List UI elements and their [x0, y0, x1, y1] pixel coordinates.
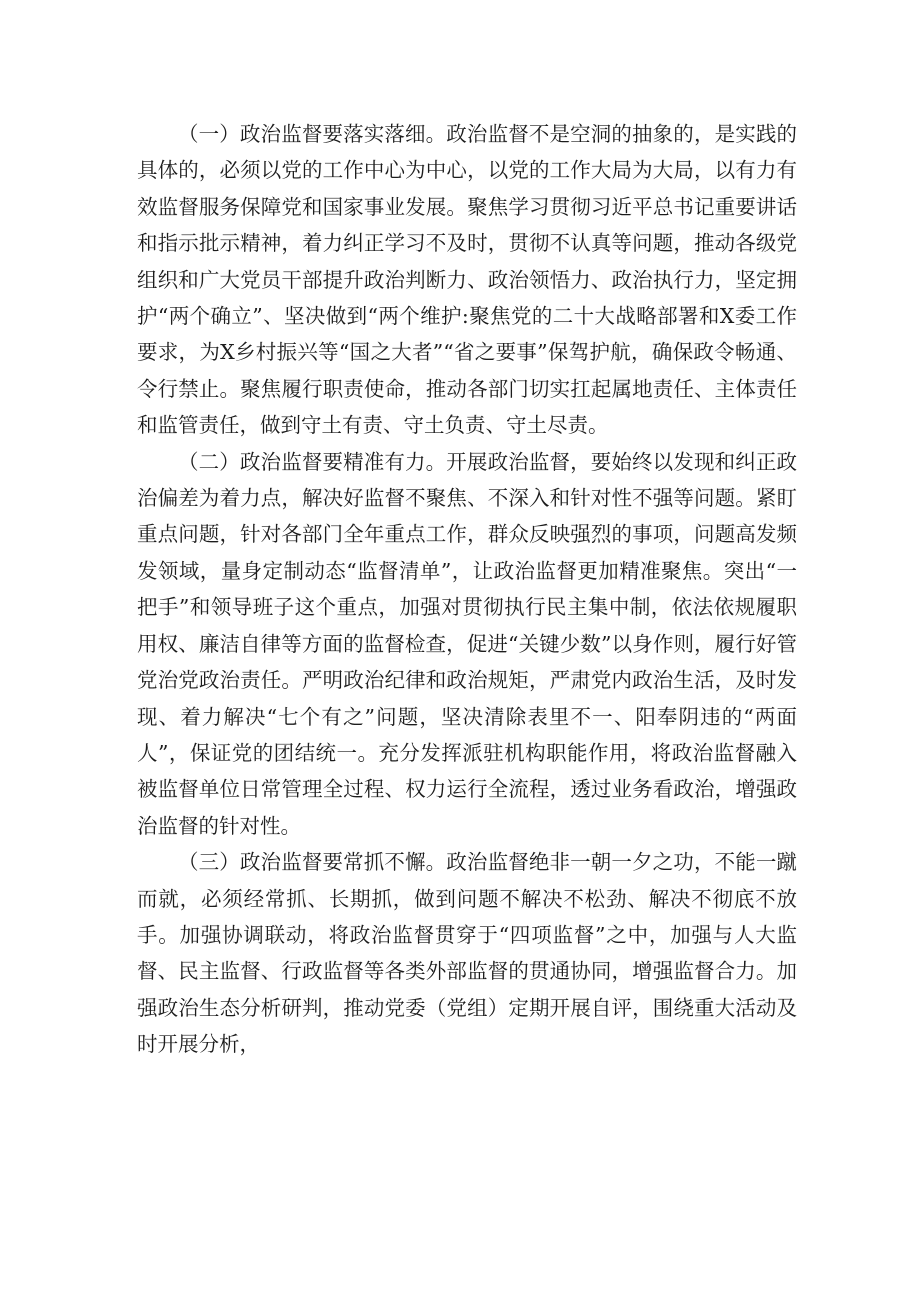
document-body [137, 116, 797, 1063]
paragraph-2: （二）政治监督要精准有力。开展政治监督，要始终以发现和纠正政治偏差为着力点，解决好监督不聚焦、不深入和针对性不强等问题。紧盯重点问题，针对各部门全年重点工作，群众反映强烈的事项，问题高发频发领域，量身定制动态“监督清单”，让政治监督更加精准聚焦。突出“一把手”和领导班子这个重点，加强对贯彻执行民主集中制，依法依规履职用权、廉洁自律等方面的监督检查，促进“关键少数”以身作则，履行好管党治党政治责任。严明政治纪律和政治规矩，严肃党内政治生活，及时发现、着力解决“七个有之”问题，坚决清除表里不一、阳奉阴违的“两面人”，保证党的团结统一。充分发挥派驻机构职能作用，将政治监督融入被监督单位日常管理全过程、权力运行全流程，透过业务看政治，增强政治监督的针对性。 [137, 449, 797, 838]
paragraph-3: （三）政治监督要常抓不懈。政治监督绝非一朝一夕之功，不能一蹴而就，必须经常抓、长期抓，做到问题不解决不松劲、解决不彻底不放手。加强协调联动，将政治监督贯穿于“四项监督”之中，加强与人大监督、民主监督、行政监督等各类外部监督的贯通协同，增强监督合力。加强政治生态分析研判，推动党委（党组）定期开展自评，围绕重大活动及时开展分析， [137, 850, 797, 1057]
paragraph-1: （一）政治监督要落实落细。政治监督不是空洞的抽象的，是实践的具体的，必须以党的工作中心为中心，以党的工作大局为大局，以有力有效监督服务保障党和国家事业发展。聚焦学习贯彻习近平总书记重要讲话和指示批示精神，着力纠正学习不及时，贯彻不认真等问题，推动各级党组织和广大党员干部提升政治判断力、政治领悟力、政治执行力，坚定拥护“两个确立”、坚决做到“两个维护:聚焦党的二十大战略部署和X委工作要求，为X乡村振兴等“国之大者”“省之要事”保驾护航，确保政令畅通、令行禁止。聚焦履行职责使命，推动各部门切实扛起属地责任、主体责任和监管责任，做到守土有责、守土负责、守土尽责。 [137, 122, 797, 438]
